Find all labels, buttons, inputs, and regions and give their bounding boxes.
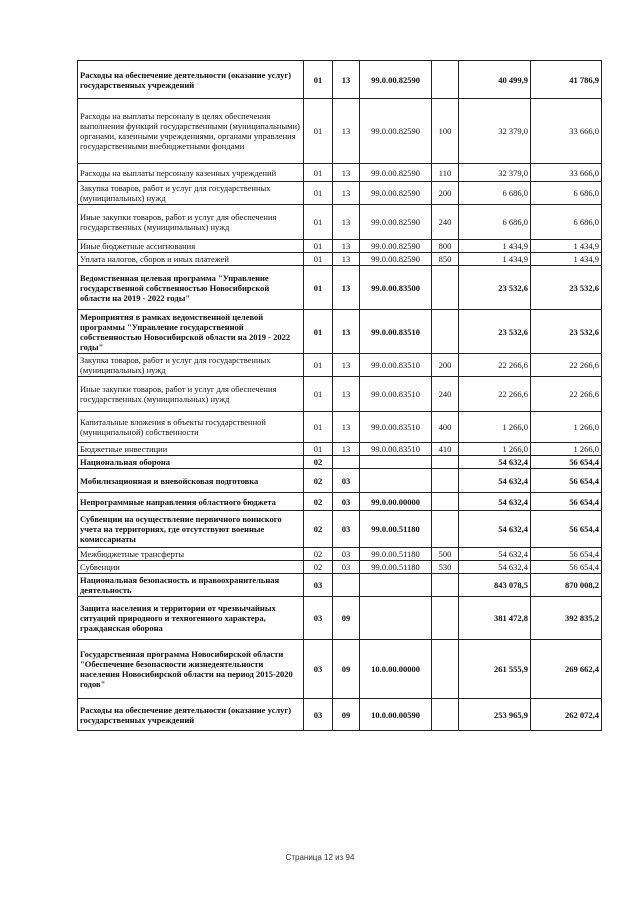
- section-code: 01: [304, 61, 333, 99]
- section-code: 01: [304, 164, 333, 182]
- section-code: 03: [304, 640, 333, 699]
- target-article-code: 99.0.00.83500: [360, 266, 432, 310]
- section-code: 01: [304, 99, 333, 164]
- target-article-code: [360, 574, 432, 597]
- amount-year-1: 23 532,6: [459, 266, 531, 310]
- expense-name: Межбюджетные трансферты: [78, 548, 304, 561]
- expense-type-code: [432, 597, 459, 640]
- expense-type-code: 200: [432, 182, 459, 205]
- target-article-code: 99.0.00.82590: [360, 182, 432, 205]
- section-code: 02: [304, 493, 333, 511]
- section-code: 02: [304, 511, 333, 548]
- amount-year-2: 41 786,9: [531, 61, 602, 99]
- amount-year-1: 1 266,0: [459, 412, 531, 443]
- target-article-code: 99.0.00.51180: [360, 548, 432, 561]
- target-article-code: 99.0.00.82590: [360, 205, 432, 240]
- section-code: 03: [304, 597, 333, 640]
- target-article-code: 99.0.00.83510: [360, 443, 432, 456]
- amount-year-2: 56 654,4: [531, 511, 602, 548]
- target-article-code: 99.0.00.82590: [360, 99, 432, 164]
- amount-year-2: 1 266,0: [531, 412, 602, 443]
- amount-year-1: 54 632,4: [459, 493, 531, 511]
- amount-year-2: 33 666,0: [531, 164, 602, 182]
- expense-name: Расходы на обеспечение деятельности (оказание услуг) государственных учреждений: [78, 61, 304, 99]
- amount-year-1: 1 434,9: [459, 240, 531, 253]
- amount-year-2: 6 686,0: [531, 205, 602, 240]
- target-article-code: 99.0.00.82590: [360, 253, 432, 266]
- amount-year-2: 56 654,4: [531, 469, 602, 493]
- section-code: 01: [304, 310, 333, 354]
- amount-year-1: 261 555,9: [459, 640, 531, 699]
- amount-year-1: 6 686,0: [459, 182, 531, 205]
- expense-type-code: [432, 456, 459, 469]
- amount-year-2: 392 835,2: [531, 597, 602, 640]
- subsection-code: 09: [333, 597, 360, 640]
- table-row: [78, 548, 602, 561]
- table-row: [78, 182, 602, 205]
- section-code: 01: [304, 253, 333, 266]
- expense-type-code: 850: [432, 253, 459, 266]
- expense-type-code: 410: [432, 443, 459, 456]
- section-code: 01: [304, 240, 333, 253]
- subsection-code: [333, 574, 360, 597]
- section-code: 01: [304, 354, 333, 377]
- expense-name: Государственная программа Новосибирской области "Обеспечение безопасности жизнедеятельности населения Новосибирской области на период 2015-2020 годов": [78, 640, 304, 699]
- expense-name: Субвенции: [78, 561, 304, 574]
- subsection-code: 13: [333, 205, 360, 240]
- subsection-code: [333, 456, 360, 469]
- amount-year-1: 54 632,4: [459, 511, 531, 548]
- subsection-code: 03: [333, 561, 360, 574]
- target-article-code: 99.0.00.00000: [360, 493, 432, 511]
- amount-year-1: 6 686,0: [459, 205, 531, 240]
- section-code: 02: [304, 548, 333, 561]
- table-row: [78, 412, 602, 443]
- expense-name: Закупка товаров, работ и услуг для государственных (муниципальных) нужд: [78, 182, 304, 205]
- expense-name: Непрограммные направления областного бюджета: [78, 493, 304, 511]
- amount-year-1: 54 632,4: [459, 548, 531, 561]
- subsection-code: 03: [333, 511, 360, 548]
- expense-type-code: 240: [432, 205, 459, 240]
- table-row: [78, 310, 602, 354]
- budget-table-body: [78, 61, 602, 731]
- amount-year-1: 32 379,0: [459, 164, 531, 182]
- table-row: [78, 561, 602, 574]
- table-row: [78, 240, 602, 253]
- amount-year-1: 22 266,6: [459, 354, 531, 377]
- table-row: [78, 456, 602, 469]
- expense-name: Ведомственная целевая программа "Управление государственной собственностью Новосибирской области на 2019 - 2022 годы": [78, 266, 304, 310]
- amount-year-1: 1 434,9: [459, 253, 531, 266]
- expense-type-code: [432, 574, 459, 597]
- section-code: 01: [304, 443, 333, 456]
- expense-type-code: [432, 511, 459, 548]
- target-article-code: [360, 469, 432, 493]
- section-code: 02: [304, 561, 333, 574]
- expense-type-code: 110: [432, 164, 459, 182]
- amount-year-1: 32 379,0: [459, 99, 531, 164]
- expense-type-code: [432, 469, 459, 493]
- table-row: [78, 511, 602, 548]
- subsection-code: 09: [333, 699, 360, 731]
- expense-type-code: 800: [432, 240, 459, 253]
- amount-year-2: 56 654,4: [531, 493, 602, 511]
- section-code: 01: [304, 377, 333, 412]
- subsection-code: 13: [333, 310, 360, 354]
- amount-year-2: 870 008,2: [531, 574, 602, 597]
- table-row: [78, 164, 602, 182]
- table-row: [78, 377, 602, 412]
- table-row: [78, 640, 602, 699]
- table-row: [78, 205, 602, 240]
- section-code: 01: [304, 182, 333, 205]
- subsection-code: 13: [333, 61, 360, 99]
- subsection-code: 13: [333, 240, 360, 253]
- expense-type-code: 100: [432, 99, 459, 164]
- table-row: [78, 99, 602, 164]
- expense-type-code: [432, 699, 459, 731]
- expense-name: Субвенции на осуществление первичного воинского учета на территориях, где отсутствуют военные комиссариаты: [78, 511, 304, 548]
- expense-name: Бюджетные инвестиции: [78, 443, 304, 456]
- expense-type-code: 400: [432, 412, 459, 443]
- subsection-code: 13: [333, 253, 360, 266]
- subsection-code: 03: [333, 469, 360, 493]
- amount-year-2: 1 266,0: [531, 443, 602, 456]
- amount-year-1: 23 532,6: [459, 310, 531, 354]
- expense-type-code: 500: [432, 548, 459, 561]
- expense-type-code: 240: [432, 377, 459, 412]
- expense-type-code: [432, 61, 459, 99]
- table-row: [78, 266, 602, 310]
- subsection-code: 03: [333, 548, 360, 561]
- subsection-code: 13: [333, 377, 360, 412]
- expense-name: Капитальные вложения в объекты государственной (муниципальной) собственности: [78, 412, 304, 443]
- amount-year-2: 23 532,6: [531, 266, 602, 310]
- section-code: 01: [304, 266, 333, 310]
- expense-name: Закупка товаров, работ и услуг для государственных (муниципальных) нужд: [78, 354, 304, 377]
- amount-year-1: 40 499,9: [459, 61, 531, 99]
- target-article-code: 99.0.00.83510: [360, 412, 432, 443]
- amount-year-2: 269 662,4: [531, 640, 602, 699]
- subsection-code: 13: [333, 99, 360, 164]
- section-code: 01: [304, 412, 333, 443]
- expense-type-code: [432, 310, 459, 354]
- table-row: [78, 253, 602, 266]
- expense-type-code: [432, 640, 459, 699]
- table-row: [78, 354, 602, 377]
- section-code: 02: [304, 469, 333, 493]
- expense-name: Расходы на выплаты персоналу казенных учреждений: [78, 164, 304, 182]
- table-row: [78, 469, 602, 493]
- section-code: 02: [304, 456, 333, 469]
- expense-type-code: [432, 493, 459, 511]
- target-article-code: 99.0.00.51180: [360, 511, 432, 548]
- expense-name: Национальная безопасность и правоохранительная деятельность: [78, 574, 304, 597]
- amount-year-1: 843 078,5: [459, 574, 531, 597]
- subsection-code: 13: [333, 443, 360, 456]
- amount-year-1: 253 965,9: [459, 699, 531, 731]
- expense-name: Защита населения и территории от чрезвычайных ситуаций природного и техногенного характера, гражданская оборона: [78, 597, 304, 640]
- expense-name: Мероприятия в рамках ведомственной целевой программы "Управление государственной собственностью Новосибирской области на 2019 - 2022 годы": [78, 310, 304, 354]
- expense-name: Национальная оборона: [78, 456, 304, 469]
- expense-name: Уплата налогов, сборов и иных платежей: [78, 253, 304, 266]
- table-row: [78, 699, 602, 731]
- amount-year-1: 54 632,4: [459, 561, 531, 574]
- target-article-code: 99.0.00.83510: [360, 354, 432, 377]
- target-article-code: 99.0.00.82590: [360, 164, 432, 182]
- amount-year-2: 33 666,0: [531, 99, 602, 164]
- amount-year-1: 54 632,4: [459, 469, 531, 493]
- target-article-code: 99.0.00.51180: [360, 561, 432, 574]
- section-code: 01: [304, 205, 333, 240]
- table-row: [78, 597, 602, 640]
- subsection-code: 13: [333, 182, 360, 205]
- expense-type-code: 200: [432, 354, 459, 377]
- target-article-code: [360, 597, 432, 640]
- amount-year-2: 6 686,0: [531, 182, 602, 205]
- amount-year-2: 56 654,4: [531, 561, 602, 574]
- expense-type-code: 530: [432, 561, 459, 574]
- subsection-code: 03: [333, 493, 360, 511]
- table-row: [78, 443, 602, 456]
- amount-year-1: 54 632,4: [459, 456, 531, 469]
- target-article-code: 99.0.00.83510: [360, 377, 432, 412]
- expense-name: Иные закупки товаров, работ и услуг для обеспечения государственных (муниципальных) нужд: [78, 205, 304, 240]
- amount-year-2: 22 266,6: [531, 354, 602, 377]
- table-row: [78, 574, 602, 597]
- target-article-code: 99.0.00.82590: [360, 61, 432, 99]
- amount-year-2: 262 072,4: [531, 699, 602, 731]
- expense-type-code: [432, 266, 459, 310]
- amount-year-2: 1 434,9: [531, 240, 602, 253]
- target-article-code: 10.0.00.00000: [360, 640, 432, 699]
- subsection-code: 13: [333, 164, 360, 182]
- section-code: 03: [304, 574, 333, 597]
- target-article-code: 99.0.00.83510: [360, 310, 432, 354]
- amount-year-2: 56 654,4: [531, 548, 602, 561]
- amount-year-1: 381 472,8: [459, 597, 531, 640]
- expense-name: Расходы на обеспечение деятельности (оказание услуг) государственных учреждений: [78, 699, 304, 731]
- amount-year-2: 22 266,6: [531, 377, 602, 412]
- subsection-code: 13: [333, 412, 360, 443]
- amount-year-1: 1 266,0: [459, 443, 531, 456]
- amount-year-2: 56 654,4: [531, 456, 602, 469]
- page-footer: Страница 12 из 94: [285, 853, 355, 862]
- target-article-code: [360, 456, 432, 469]
- expense-name: Мобилизационная и вневойсковая подготовка: [78, 469, 304, 493]
- target-article-code: 10.0.00.00590: [360, 699, 432, 731]
- target-article-code: 99.0.00.82590: [360, 240, 432, 253]
- subsection-code: 13: [333, 266, 360, 310]
- table-row: [78, 61, 602, 99]
- amount-year-1: 22 266,6: [459, 377, 531, 412]
- table-row: [78, 493, 602, 511]
- budget-table: [77, 60, 602, 731]
- amount-year-2: 23 532,6: [531, 310, 602, 354]
- expense-name: Иные бюджетные ассигнования: [78, 240, 304, 253]
- section-code: 03: [304, 699, 333, 731]
- expense-name: Расходы на выплаты персоналу в целях обеспечения выполнения функций государственными (муниципальными) органами, казенными учреждениями, органами управления государственными внебюджетными фондами: [78, 99, 304, 164]
- expense-name: Иные закупки товаров, работ и услуг для обеспечения государственных (муниципальных) нужд: [78, 377, 304, 412]
- subsection-code: 09: [333, 640, 360, 699]
- subsection-code: 13: [333, 354, 360, 377]
- amount-year-2: 1 434,9: [531, 253, 602, 266]
